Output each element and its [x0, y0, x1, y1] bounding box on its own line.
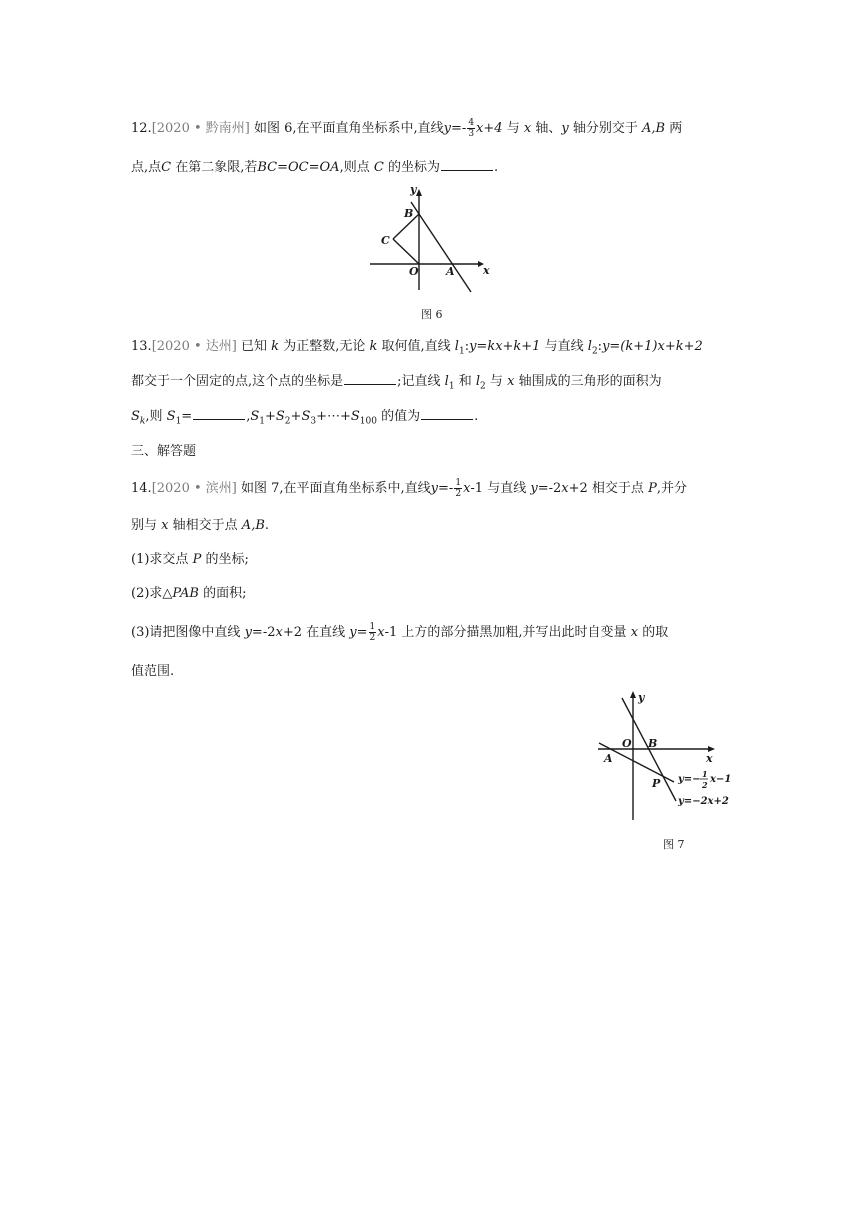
fig7-label-x: x [706, 752, 713, 765]
q13-line-1: 13.[2020 • 达州] 已知 k 为正整数,无论 k 取何值,直线 $l_1:y=kx+k+1$ 与直线 $l_2:y=(k+1)x+k+2$ [131, 339, 703, 357]
fig6-label-x: x [483, 264, 490, 277]
svg-text:y=−: y=− [678, 774, 701, 785]
q14-source: [2020 • 滨州] [151, 481, 237, 496]
q14-line-1: 14.[2020 • 滨州] 如图 7,在平面直角坐标系中,直线y=- $\frac{1}{2}$ x-1 与直线 y=-2x+2 相交于点 P,并分 [131, 478, 687, 499]
fig7-label-a: A [604, 752, 613, 765]
fig7-eq-1 [677, 769, 731, 790]
fig6-label-c: C [381, 234, 390, 247]
q12-fraction: $\frac{4}{3}$ [468, 118, 475, 139]
fig6-label-y: y [410, 183, 417, 196]
q14-fraction-1: $\frac{1}{2}$ [455, 478, 462, 499]
fig6-label-b: B [404, 207, 414, 220]
svg-text:x−1: x−1 [710, 774, 732, 785]
section-heading: 三、解答题 [131, 444, 197, 459]
fig6-label-a: A [446, 265, 455, 278]
q13-line-3: $S_k$,则 $S_1=$ $,S_1+S_2+S_3+\cdots+S_{100}$ 的值为 . [131, 409, 479, 427]
q13-source: [2020 • 达州] [151, 339, 237, 354]
q13-line-2: 都交于一个固定的点,这个点的坐标是 ;记直线 $l_1$ 和 $l_2$ 与 x 轴围成的三角形的面积为 [131, 374, 662, 392]
fig7-label-y: y [638, 691, 645, 704]
q12-source: [2020 • 黔南州] [151, 121, 250, 136]
fig7-eq-2: y=−2x+2 [678, 796, 729, 807]
q14-fraction-2: $\frac{1}{2}$ [369, 622, 376, 643]
q12-line-2: 点,点C 在第二象限,若BC=OC=OA,则点 C 的坐标为 . [131, 160, 499, 175]
svg-text:1: 1 [702, 769, 708, 779]
fig7-y-arrow [630, 691, 636, 698]
q14-sub-3: (3)请把图像中直线 y=-2x+2 在直线 y= $\frac{1}{2}$ x-1 上方的部分描黑加粗,并写出此时自变量 x 的取 [131, 622, 669, 643]
fig7-caption: 图 7 [663, 838, 685, 851]
q14-sub-3-cont: 值范围. [131, 664, 175, 679]
fig7-label-o: O [622, 737, 632, 750]
q14-line-2: 别与 x 轴相交于点 A,B. [131, 518, 270, 533]
fig6-caption: 图 6 [421, 308, 443, 321]
q14-sub-2: (2)求△PAB 的面积; [131, 586, 247, 601]
fig7-label-b: B [648, 737, 658, 750]
svg-text:2: 2 [702, 780, 708, 790]
q12-line-1: 12.[2020 • 黔南州] 如图 6,在平面直角坐标系中,直线y=- $\frac{4}{3}$ x+4 与 x 轴、y 轴分别交于 A,B 两 [131, 118, 683, 139]
fig7-label-p: P [652, 777, 661, 790]
q14-sub-1: (1)求交点 P 的坐标; [131, 552, 249, 567]
fig6-label-o: O [409, 265, 419, 278]
